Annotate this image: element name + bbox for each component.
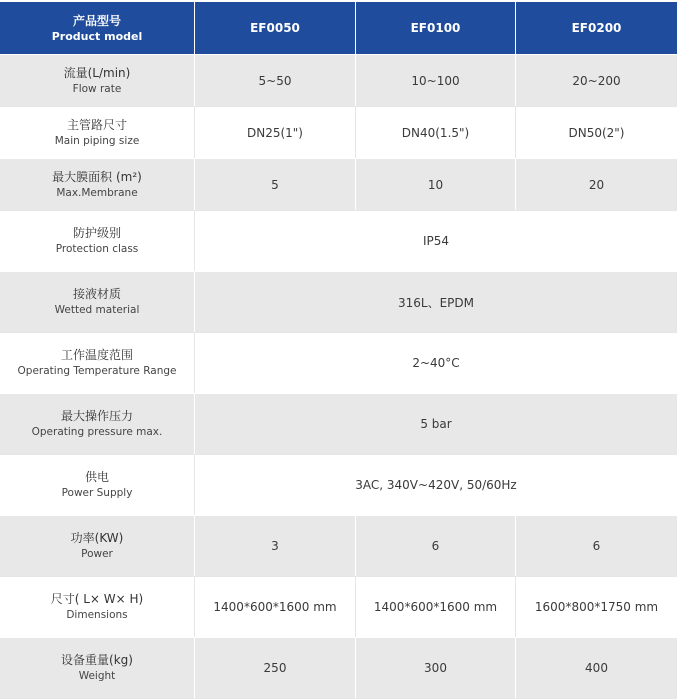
cell-all-models: 2~40°C [195,332,677,393]
row-label-en: Operating pressure max. [31,426,163,438]
table-row-dimensions [0,576,677,637]
row-label [0,332,195,393]
row-label-en: Flow rate [72,82,122,95]
row-label-zh: 流量(L/min) [63,65,131,80]
row-label-en: Protection class [55,243,139,255]
cell-ef0050: 5 [195,158,356,210]
cell-ef0200: 1600*800*1750 mm [516,576,677,637]
header-label-cell [0,2,195,54]
cell-all-models: IP54 [195,210,677,271]
row-label-zh: 功率(KW) [70,531,124,545]
row-label-zh: 主管路尺寸 [66,117,127,132]
row-label-en: Dimensions [66,609,128,621]
model-header-ef0050: EF0050 [195,2,356,54]
cell-all-models: 5 bar [195,393,677,454]
cell-ef0200: DN50(2") [516,106,677,158]
row-label-zh: 尺寸( L× W× H) [50,592,144,606]
row-label [0,210,195,271]
table-row-protection-class [0,210,677,271]
header-label-en: Product model [51,29,143,43]
header-label-zh: 产品型号 [72,13,121,28]
cell-ef0200: 6 [516,515,677,576]
table-row-power-supply [0,454,677,515]
table-row-piping-size [0,106,677,158]
table-row-operating-pressure [0,393,677,454]
row-label-zh: 最大操作压力 [60,409,133,423]
row-label [0,576,195,637]
cell-all-models: 316L、EPDM [195,271,677,332]
table-row-wetted-material [0,271,677,332]
row-label-en: Power Supply [61,487,133,499]
cell-ef0050: 3 [195,515,356,576]
row-label-zh: 供电 [84,470,109,484]
row-label [0,454,195,515]
cell-ef0100: 10~100 [356,54,516,106]
row-label [0,54,195,106]
row-label-zh: 工作温度范围 [60,348,133,362]
table-row-weight [0,637,677,699]
cell-ef0100: 300 [356,637,516,699]
table-header [0,2,677,54]
cell-ef0050: 5~50 [195,54,356,106]
row-label-en: Wetted material [54,304,140,316]
row-label-zh: 防护级别 [72,226,121,240]
cell-ef0050: DN25(1") [195,106,356,158]
row-label [0,515,195,576]
row-label-en: Power [81,548,113,560]
cell-ef0100: 10 [356,158,516,210]
row-label-zh: 最大膜面积 (m²) [52,169,142,184]
row-label-zh: 接液材质 [72,287,121,301]
table-body [0,54,677,699]
cell-ef0050: 250 [195,637,356,699]
spec-table [0,2,677,699]
table-row-flow-rate [0,54,677,106]
row-label [0,637,195,699]
row-label-en: Operating Temperature Range [17,365,177,377]
cell-ef0100: 6 [356,515,516,576]
row-label [0,106,195,158]
table-row-operating-temperature [0,332,677,393]
cell-ef0200: 20~200 [516,54,677,106]
row-label [0,158,195,210]
cell-ef0200: 20 [516,158,677,210]
cell-ef0100: DN40(1.5") [356,106,516,158]
cell-ef0050: 1400*600*1600 mm [195,576,356,637]
model-header-ef0200: EF0200 [516,2,677,54]
row-label-en: Weight [78,670,116,682]
row-label-zh: 设备重量(kg) [61,653,133,667]
row-label [0,271,195,332]
row-label-en: Max.Membrane [56,186,138,199]
table-row-max-membrane [0,158,677,210]
table-row-power [0,515,677,576]
cell-all-models: 3AC, 340V~420V, 50/60Hz [195,454,677,515]
model-header-ef0100: EF0100 [356,2,516,54]
row-label [0,393,195,454]
row-label-en: Main piping size [54,134,140,147]
cell-ef0100: 1400*600*1600 mm [356,576,516,637]
cell-ef0200: 400 [516,637,677,699]
